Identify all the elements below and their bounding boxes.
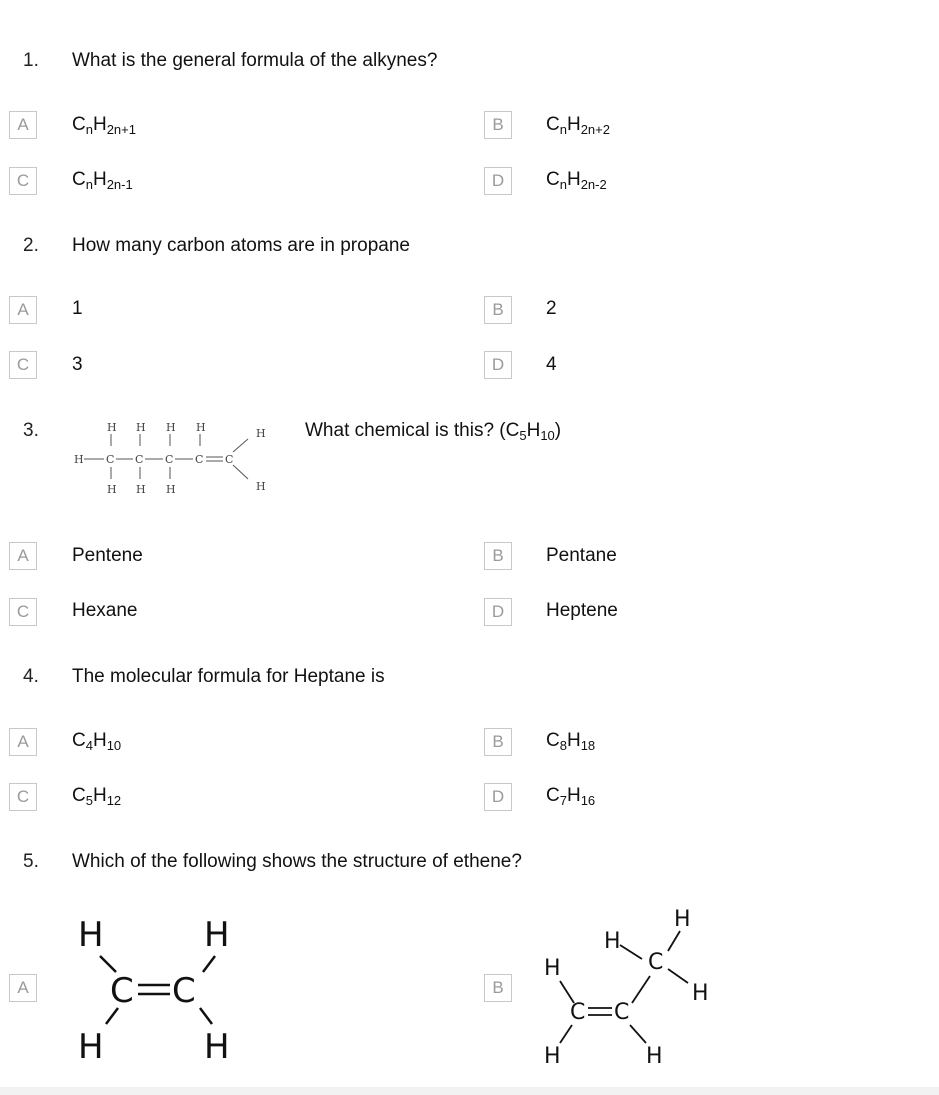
q5-option-b-box[interactable]: B [484,974,512,1002]
q3-option-d[interactable]: Heptene [546,600,618,621]
svg-text:C: C [110,971,134,1011]
q2-option-c[interactable]: 3 [72,354,83,375]
q1-option-a-box[interactable]: A [9,111,37,139]
q5-option-a-ethene-structure[interactable] [72,912,252,1072]
q4-option-c[interactable]: $C_5H_{12}$ [72,785,122,808]
question-4-number: 4. [23,666,39,687]
q1-option-d[interactable]: $C_nH_{2n-2}$ [546,169,607,192]
q3-option-b[interactable]: Pentane [546,545,617,566]
svg-text:H: H [544,1044,561,1069]
svg-text:H: H [256,480,266,493]
svg-text:H: H [674,907,691,932]
svg-text:C: C [614,1000,630,1025]
svg-text:C: C [106,453,115,466]
question-1-text: What is the general formula of the alkynes? [72,50,438,71]
q4-option-b[interactable]: $C_8H_{18}$ [546,730,596,753]
svg-text:H: H [204,915,230,955]
question-3-text: What chemical is this? $(C_5H_{10})$ [305,420,562,443]
q4-option-d[interactable]: $C_7H_{16}$ [546,785,596,808]
q2-option-d-box[interactable]: D [484,351,512,379]
svg-text:H: H [107,421,117,434]
svg-text:C: C [225,453,234,466]
q3-option-b-box[interactable]: B [484,542,512,570]
q4-option-a[interactable]: $C_4H_{10}$ [72,730,122,753]
q4-option-c-box[interactable]: C [9,783,37,811]
svg-text:H: H [604,929,621,954]
q3-option-a[interactable]: Pentene [72,545,143,566]
q4-option-a-box[interactable]: A [9,728,37,756]
svg-text:H: H [166,421,176,434]
q3-option-c[interactable]: Hexane [72,600,138,621]
question-4-text: The molecular formula for Heptane is [72,666,385,687]
question-2-text: How many carbon atoms are in propane [72,235,410,256]
svg-text:H: H [196,421,206,434]
q5-option-b-propene-structure[interactable] [536,903,726,1075]
svg-text:H: H [74,453,84,466]
q2-option-b-box[interactable]: B [484,296,512,324]
q2-option-a-box[interactable]: A [9,296,37,324]
q2-option-b[interactable]: 2 [546,298,557,319]
svg-text:H: H [204,1027,230,1067]
question-1-number: 1. [23,50,39,71]
q1-option-b[interactable]: $C_nH_{2n+2}$ [546,114,610,137]
q1-option-c[interactable]: $C_nH_{2n-1}$ [72,169,133,192]
svg-text:H: H [544,956,561,981]
svg-text:C: C [165,453,174,466]
q3-option-d-box[interactable]: D [484,598,512,626]
q2-option-a[interactable]: 1 [72,298,83,319]
question-5-text: Which of the following shows the structure of ethene? [72,851,522,872]
svg-text:C: C [172,971,196,1011]
pentene-structure-diagram [70,415,280,505]
page-bottom-edge [0,1087,939,1095]
svg-text:H: H [256,427,266,440]
q1-option-a[interactable]: $C_nH_{2n+1}$ [72,114,136,137]
svg-text:H: H [136,421,146,434]
q5-option-a-box[interactable]: A [9,974,37,1002]
svg-text:H: H [78,1027,104,1067]
question-3-number: 3. [23,420,39,441]
q2-option-c-box[interactable]: C [9,351,37,379]
svg-text:H: H [692,981,709,1006]
svg-text:C: C [195,453,204,466]
q2-option-d[interactable]: 4 [546,354,557,375]
q1-option-d-box[interactable]: D [484,167,512,195]
q1-option-c-box[interactable]: C [9,167,37,195]
question-5-number: 5. [23,851,39,872]
question-2-number: 2. [23,235,39,256]
q1-option-b-box[interactable]: B [484,111,512,139]
svg-text:C: C [648,950,664,975]
svg-text:C: C [570,1000,586,1025]
svg-text:H: H [166,483,176,496]
svg-text:H: H [78,915,104,955]
svg-text:H: H [646,1044,663,1069]
svg-text:H: H [136,483,146,496]
q4-option-b-box[interactable]: B [484,728,512,756]
svg-text:C: C [135,453,144,466]
q3-option-a-box[interactable]: A [9,542,37,570]
q3-option-c-box[interactable]: C [9,598,37,626]
svg-text:H: H [107,483,117,496]
q4-option-d-box[interactable]: D [484,783,512,811]
